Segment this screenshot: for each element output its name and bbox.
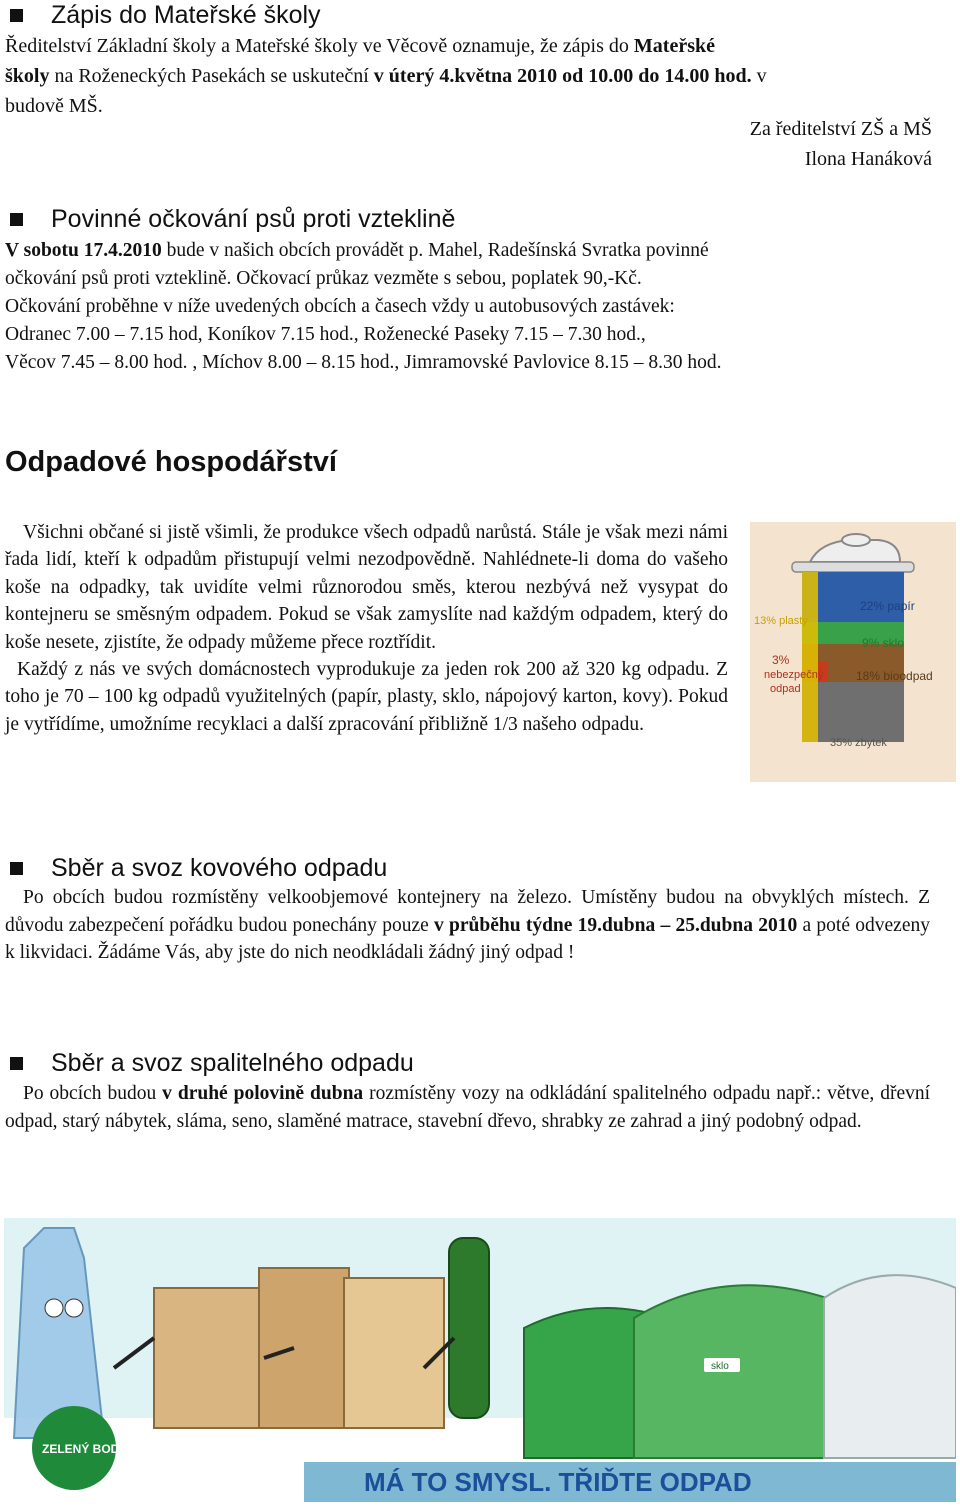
recycling-banner <box>4 1218 956 1502</box>
layer-plastic <box>802 572 818 742</box>
text: Po obcích budou rozmístěny velkoobjemové kontejnery na železo. Umístěny budou na obvyklých místech. Z důvodu zabezpečení pořádku budou ponechány pouze <box>5 887 930 936</box>
section-heading-kindergarten <box>10 0 321 30</box>
heading-text: Zápis do Mateřské školy <box>51 1 321 29</box>
text-line <box>5 61 955 91</box>
bold-text: v průběhu týdne 19.dubna – 25.dubna 2010 <box>434 914 798 936</box>
signature-block <box>750 114 932 174</box>
label-hazard-2: nebezpečný <box>764 669 824 681</box>
text: bude v našich obcích provádět p. Mahel, Radešínská Svratka povinné <box>161 240 709 261</box>
recycling-characters-illustration <box>4 1218 956 1502</box>
vaccination-paragraph <box>5 237 933 377</box>
paragraph <box>5 884 930 967</box>
carton-character <box>344 1278 444 1428</box>
text: a poté odvezeny k likvidaci. Žádáme Vás, aby jste do nich neodkládali žádný jiný odpad ! <box>5 914 930 963</box>
waste-bin-illustration <box>750 522 956 782</box>
badge-text: ZELENÝ BOD <box>42 1442 120 1456</box>
label-rest: 35% zbytek <box>830 737 887 749</box>
slogan-text: MÁ TO SMYSL. TŘIĎTE ODPAD <box>364 1467 752 1497</box>
label-plastic: 13% plasty <box>754 615 808 627</box>
bullet-icon <box>10 1057 23 1070</box>
cardboard-character-2 <box>259 1268 349 1428</box>
paragraph-2: Každý z nás ve svých domácnostech vyprodukuje za jeden rok 200 až 320 kg odpadu. Z toho je 70 – 100 kg odpadů využitelných (papír, plasty, sklo, nápojový karton, kovy). Pokud je vytřídíme, umožníme recyklaci a další zpracování přibližně 1/3 našeho odpadu. <box>5 659 728 735</box>
heading-text: Povinné očkování psů proti vzteklině <box>51 205 456 233</box>
signature-name: Ilona Hanáková <box>804 148 932 170</box>
text: rozmístěny vozy na odkládání spalitelného odpadu např.: větve, dřevní odpad, starý nábytek, sláma, seno, slaměné matrace, stavební dřevo, shrabky ze zahrad a jiný podobný odpad. <box>5 1083 931 1132</box>
paragraph-1: Všichni občané si jistě všimli, že produkce všech odpadů narůstá. Stále je však mezi námi řada lidí, kteří k odpadům přistupují velmi nezodpovědně. Nahlédnete-li doma do vašeho koše na odpadky, tak uvidíte velmi různorodou směs, kterou nezbývá než vysypat do kontejneru se směsným odpadem. Pokud se však zamyslíte nad každým odpadem, který do koše nesete, zjistíte, že odpady můžeme přece roztřídit. <box>5 522 728 653</box>
combustible-waste-paragraph <box>5 1080 930 1135</box>
text-line: budově MŠ. <box>5 95 103 117</box>
bin-rim <box>792 562 914 572</box>
section-heading-metal-waste <box>10 853 387 883</box>
text-line <box>5 31 955 61</box>
bottle-eye <box>45 1299 63 1317</box>
bold-text: V sobotu 17.4.2010 <box>5 240 162 261</box>
container-label: sklo <box>711 1361 729 1372</box>
label-hazard-3: odpad <box>770 683 801 695</box>
container-white <box>824 1275 956 1458</box>
heading-text: Sběr a svoz spalitelného odpadu <box>51 1049 414 1077</box>
text: Po obcích budou <box>23 1083 163 1104</box>
text: v <box>751 65 767 87</box>
text-line <box>5 237 933 265</box>
bold-text: v druhé polovině dubna <box>162 1083 364 1104</box>
label-bio: 18% bioodpad <box>856 669 933 683</box>
text-line: Věcov 7.45 – 8.00 hod. , Míchov 8.00 – 8.15 hod., Jimramovské Pavlovice 8.15 – 8.30 hod. <box>5 352 722 373</box>
text-line: očkování psů proti vzteklině. Očkovací průkaz vezměte s sebou, poplatek 90,-Kč. <box>5 268 642 289</box>
metal-waste-paragraph <box>5 884 930 967</box>
signature-line: Za ředitelství ZŠ a MŠ <box>749 118 932 140</box>
bullet-icon <box>10 862 23 875</box>
text-line: Odranec 7.00 – 7.15 hod, Koníkov 7.15 hod., Roženecké Paseky 7.15 – 7.30 hod., <box>5 324 646 345</box>
bullet-icon <box>10 9 23 22</box>
bold-text: v úterý 4.května 2010 od 10.00 do 14.00 hod. <box>373 65 752 87</box>
section-heading-combustible-waste <box>10 1048 414 1078</box>
kindergarten-paragraph <box>5 31 955 121</box>
bottle-eye <box>65 1299 83 1317</box>
text: Ředitelství Základní školy a Mateřské školy ve Věcově oznamuje, že zápis do <box>5 35 634 57</box>
section-heading-waste-management: Odpadové hospodářství <box>5 446 337 478</box>
heading-text: Sběr a svoz kovového odpadu <box>51 854 388 882</box>
label-hazard-1: 3% <box>772 653 790 667</box>
section-heading-vaccination <box>10 204 455 234</box>
bold-text: školy <box>5 65 50 87</box>
bin-handle <box>842 534 870 546</box>
waste-paragraph <box>5 519 728 738</box>
bullet-icon <box>10 213 23 226</box>
container-green-2 <box>634 1285 854 1458</box>
label-glass: 9% sklo <box>862 636 905 650</box>
text-line: Očkování proběhne v níže uvedených obcích a časech vždy u autobusových zastávek: <box>5 296 675 317</box>
paragraph <box>5 1080 930 1135</box>
cardboard-character <box>154 1288 264 1428</box>
waste-composition-figure <box>750 522 956 782</box>
bold-text: Mateřské <box>633 35 715 57</box>
glass-bottle-character <box>449 1238 489 1418</box>
text: na Roženeckých Pasekách se uskuteční <box>49 65 374 87</box>
label-paper: 22% papír <box>860 599 915 613</box>
